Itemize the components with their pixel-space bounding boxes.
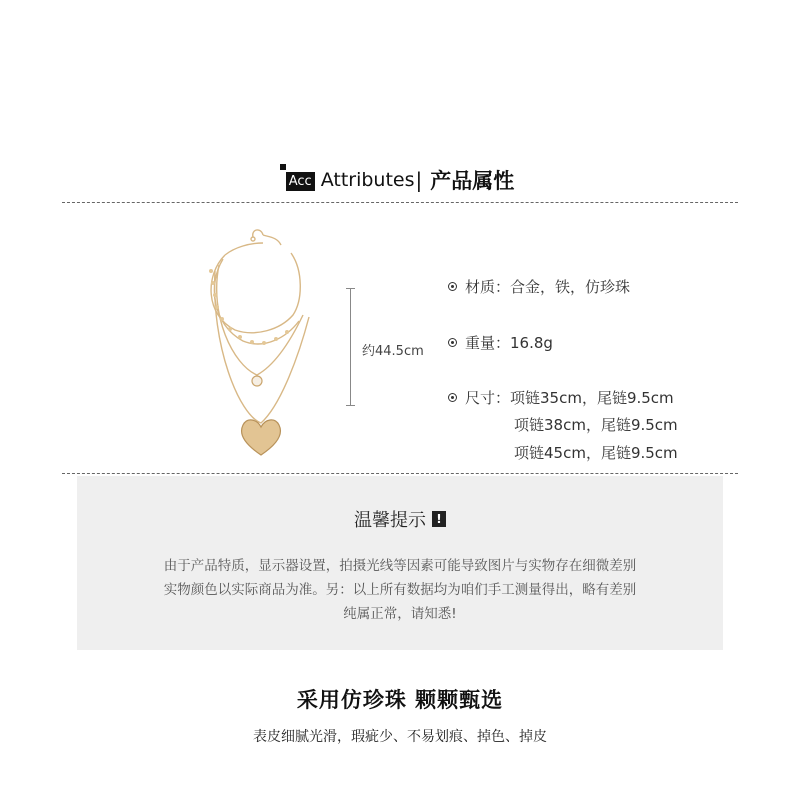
spec-size-line-2: 项链38cm，尾链9.5cm	[514, 416, 678, 434]
exclamation-icon: !	[432, 511, 446, 527]
bullet-icon	[448, 393, 457, 402]
spec-size-text: 尺寸：项链35cm，尾链9.5cm	[465, 389, 674, 407]
necklace-image	[195, 225, 335, 465]
bullet-icon	[448, 282, 457, 291]
attributes-title-cn: 产品属性	[430, 169, 515, 193]
title-divider: |	[415, 168, 423, 192]
spec-material-text: 材质：合金，铁，仿珍珠	[465, 278, 631, 296]
acc-badge-label: Acc	[286, 172, 315, 191]
spec-material	[448, 276, 630, 297]
spec-weight-text: 重量：16.8g	[465, 334, 553, 352]
dashed-divider-top	[62, 202, 738, 203]
feature-title: 采用仿珍珠 颗颗甄选	[296, 688, 504, 712]
dimension-label: 约44.5cm	[362, 344, 424, 359]
notice-line-2: 实物颜色以实际商品为准。另：以上所有数据均为咱们手工测量得出，略有差别	[163, 582, 637, 598]
notice-title	[77, 506, 723, 532]
acc-badge	[286, 170, 315, 190]
feature-subtitle: 表皮细腻光滑，瑕疵少、不易划痕、掉色、掉皮	[253, 729, 547, 745]
notice-box	[77, 476, 723, 650]
spec-size-line-3: 项链45cm，尾链9.5cm	[514, 444, 678, 462]
dimension-cap-bottom	[346, 405, 355, 406]
dimension-line	[350, 288, 351, 406]
notice-line-3: 纯属正常，请知悉!	[343, 606, 457, 622]
notice-title-text: 温馨提示	[354, 510, 426, 531]
attributes-title: Attributes	[320, 169, 415, 191]
spec-weight	[448, 332, 553, 353]
spec-size	[448, 387, 674, 408]
bullet-icon	[448, 338, 457, 347]
dashed-divider-bottom	[62, 473, 738, 474]
section-header	[0, 160, 800, 200]
corner-square-icon	[280, 164, 286, 170]
notice-line-1: 由于产品特质，显示器设置，拍摄光线等因素可能导致图片与实物存在细微差别	[163, 558, 637, 574]
